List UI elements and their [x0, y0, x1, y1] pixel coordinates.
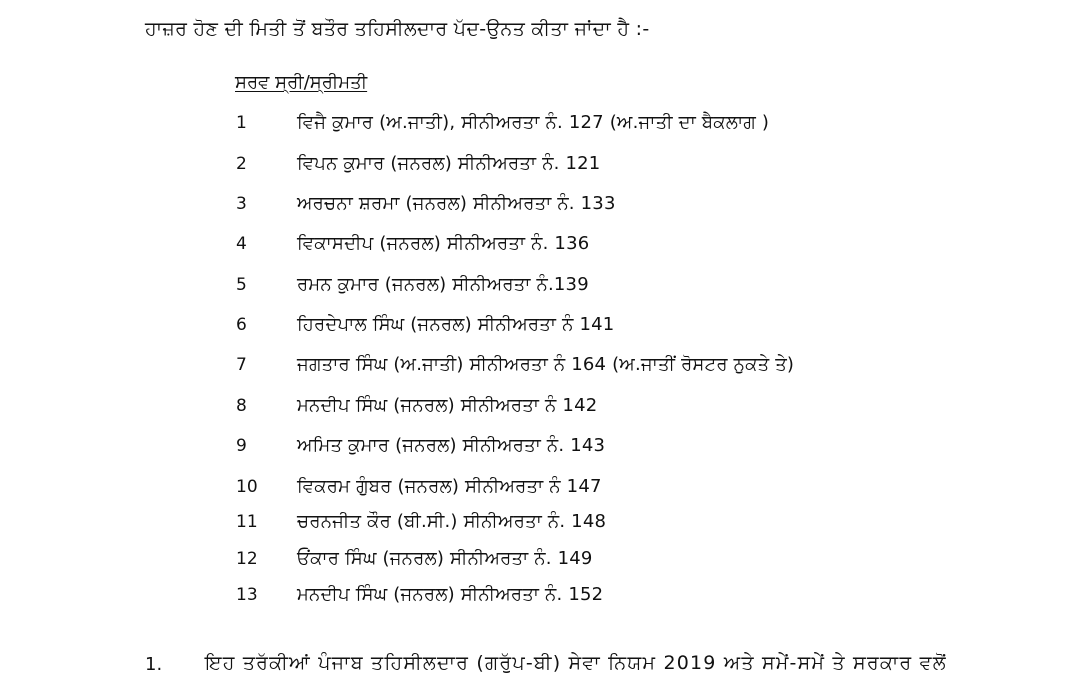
footer-paragraph [0, 648, 1080, 675]
item-number: 12 [236, 549, 258, 569]
item-text: ਅਮਿਤ ਕੁਮਾਰ (ਜਨਰਲ) ਸੀਨੀਅਰਤਾ ਨੰ. 143 [297, 435, 606, 456]
intro-line: ਹਾਜ਼ਰ ਹੋਣ ਦੀ ਮਿਤੀ ਤੋਂ ਬਤੌਰ ਤਹਿਸੀਲਦਾਰ ਪੱਦ-ਉਨਤ ਕੀਤਾ ਜਾਂਦਾ ਹੈ :- [145, 18, 650, 40]
item-number: 4 [236, 234, 247, 254]
item-number: 7 [236, 355, 247, 375]
item-text: ਚਰਨਜੀਤ ਕੌਰ (ਬੀ.ਸੀ.) ਸੀਨੀਅਰਤਾ ਨੰ. 148 [297, 511, 607, 532]
item-number: 13 [236, 585, 258, 605]
item-number: 3 [236, 194, 247, 214]
list-item [0, 312, 1080, 338]
list-item [0, 272, 1080, 298]
item-text: ਰਮਨ ਕੁਮਾਰ (ਜਨਰਲ) ਸੀਨੀਅਰਤਾ ਨੰ.139 [297, 274, 589, 295]
list-item [0, 352, 1080, 378]
item-text: ਮਨਦੀਪ ਸਿੰਘ (ਜਨਰਲ) ਸੀਨੀਅਰਤਾ ਨੰ 142 [297, 395, 598, 416]
item-number: 9 [236, 436, 247, 456]
paragraph-text: ਇਹ ਤਰੱਕੀਆਂ ਪੰਜਾਬ ਤਹਿਸੀਲਦਾਰ (ਗਰੁੱਪ-ਬੀ) ਸੇਵਾ ਨਿਯਮ 2019 ਅਤੇ ਸਮੇਂ-ਸਮੇਂ ਤੇ ਸਰਕਾਰ ਵਲੋਂ [205, 652, 947, 674]
item-number: 5 [236, 275, 247, 295]
item-text: ਹਿਰਦੇਪਾਲ ਸਿੰਘ (ਜਨਰਲ) ਸੀਨੀਅਰਤਾ ਨੰ 141 [297, 314, 615, 335]
list-heading: ਸਰਵ ਸ੍ਰੀ/ਸ੍ਰੀਮਤੀ [235, 72, 368, 93]
item-number: 2 [236, 154, 247, 174]
list-item [0, 110, 1080, 136]
item-number: 8 [236, 396, 247, 416]
list-item [0, 474, 1080, 500]
item-text: ਵਿਕਰਮ ਗੁੰਬਰ (ਜਨਰਲ) ਸੀਨੀਅਰਤਾ ਨੰ 147 [297, 476, 602, 497]
item-number: 10 [236, 477, 258, 497]
list-item [0, 151, 1080, 177]
item-text: ਵਿਕਾਸਦੀਪ (ਜਨਰਲ) ਸੀਨੀਅਰਤਾ ਨੰ. 136 [297, 233, 590, 254]
item-text: ਵਿਪਨ ਕੁਮਾਰ (ਜਨਰਲ) ਸੀਨੀਅਰਤਾ ਨੰ. 121 [297, 153, 601, 174]
item-text: ਵਿਜੈ ਕੁਮਾਰ (ਅ.ਜਾਤੀ), ਸੀਨੀਅਰਤਾ ਨੰ. 127 (ਅ.ਜਾਤੀ ਦਾ ਬੈਕਲਾਗ ) [297, 112, 770, 133]
paragraph-number: 1. [145, 654, 163, 675]
item-number: 6 [236, 315, 247, 335]
item-text: ਓਂਕਾਰ ਸਿੰਘ (ਜਨਰਲ) ਸੀਨੀਅਰਤਾ ਨੰ. 149 [297, 548, 593, 569]
item-text: ਜਗਤਾਰ ਸਿੰਘ (ਅ.ਜਾਤੀ) ਸੀਨੀਅਰਤਾ ਨੰ 164 (ਅ.ਜਾਤੀਂ ਰੋਸਟਰ ਨੁਕਤੇ ਤੇ) [297, 354, 795, 375]
list-item [0, 433, 1080, 459]
item-number: 1 [236, 113, 247, 133]
item-number: 11 [236, 512, 258, 532]
item-text: ਮਨਦੀਪ ਸਿੰਘ (ਜਨਰਲ) ਸੀਨੀਅਰਤਾ ਨੰ. 152 [297, 584, 604, 605]
list-item [0, 191, 1080, 217]
item-text: ਅਰਚਨਾ ਸ਼ਰਮਾ (ਜਨਰਲ) ਸੀਨੀਅਰਤਾ ਨੰ. 133 [297, 193, 616, 214]
list-item [0, 231, 1080, 257]
list-item [0, 546, 1080, 572]
list-item [0, 393, 1080, 419]
list-item [0, 509, 1080, 535]
list-item [0, 582, 1080, 608]
